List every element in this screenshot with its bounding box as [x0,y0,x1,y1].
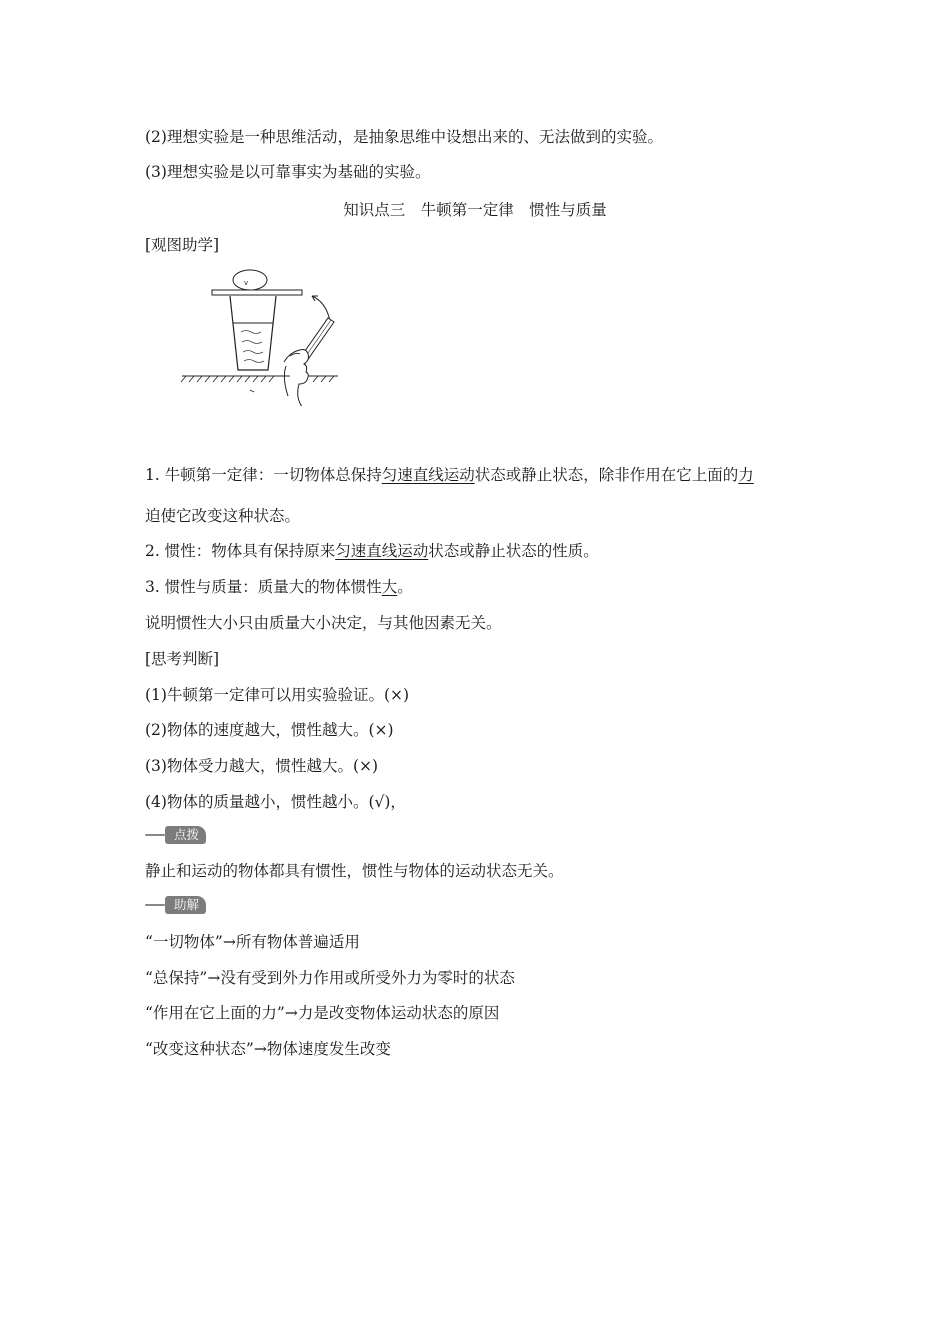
cup-card-egg-illustration [178,266,348,406]
tip-text: 静止和运动的物体都具有惯性，惯性与物体的运动状态无关。 [145,862,564,880]
help-badge [145,896,206,914]
help-item: “一切物体”→所有物体普遍适用 [145,933,360,951]
definition-answer-blank: 匀速直线运动 [335,542,429,560]
inertia-definition [145,541,599,561]
figure-heading: [观图助学] [145,236,220,254]
judge-item: (3)物体受力越大，惯性越大。(×) [145,757,379,775]
judge-heading: [思考判断] [145,650,220,668]
egg-velocity-label: v [244,279,249,287]
mass-answer-blank: 大 [381,578,398,596]
help-item: “总保持”→没有受到外力作用或所受外力为零时的状态 [145,969,515,987]
definition-text: 状态或静止状态的性质。 [428,542,599,560]
judge-item: (4)物体的质量越小，惯性越小。(√)， [145,793,406,811]
badge-dash [145,904,165,906]
law-paragraph-1-cont: 迫使它改变这种状态。 [145,507,301,525]
law-text: 状态或静止状态，除非作用在它上面的 [474,466,739,484]
mass-text: 3. 惯性与质量：质量大的物体惯性 [145,578,382,596]
mass-text: 。 [397,578,413,596]
law-answer-blank: 力 [738,466,754,484]
badge-dash [145,834,165,836]
tip-badge [145,826,206,844]
intro-line-3: (3)理想实验是以可靠事实为基础的实验。 [145,163,431,181]
judge-item: (2)物体的速度越大，惯性越大。(×) [145,721,394,739]
tip-badge-label: 点拨 [165,826,206,844]
help-item: “改变这种状态”→物体速度发生改变 [145,1040,391,1058]
help-item: “作用在它上面的力”→力是改变物体运动状态的原因 [145,1004,500,1022]
judge-item: (1)牛顿第一定律可以用实验验证。(×) [145,686,410,704]
help-badge-label: 助解 [165,896,206,914]
definition-text: 2. 惯性：物体具有保持原来 [145,542,336,560]
law-paragraph-1 [145,465,754,485]
law-text: 1. 牛顿第一定律：一切物体总保持 [145,466,382,484]
section-title: 知识点三 牛顿第一定律 惯性与质量 [343,201,607,219]
inertia-mass [145,577,413,597]
inertia-note: 说明惯性大小只由质量大小决定，与其他因素无关。 [145,614,502,632]
law-answer-blank: 匀速直线运动 [381,466,475,484]
inertia-experiment-figure [178,266,348,406]
intro-line-2: (2)理想实验是一种思维活动，是抽象思维中设想出来的、无法做到的实验。 [145,128,663,146]
